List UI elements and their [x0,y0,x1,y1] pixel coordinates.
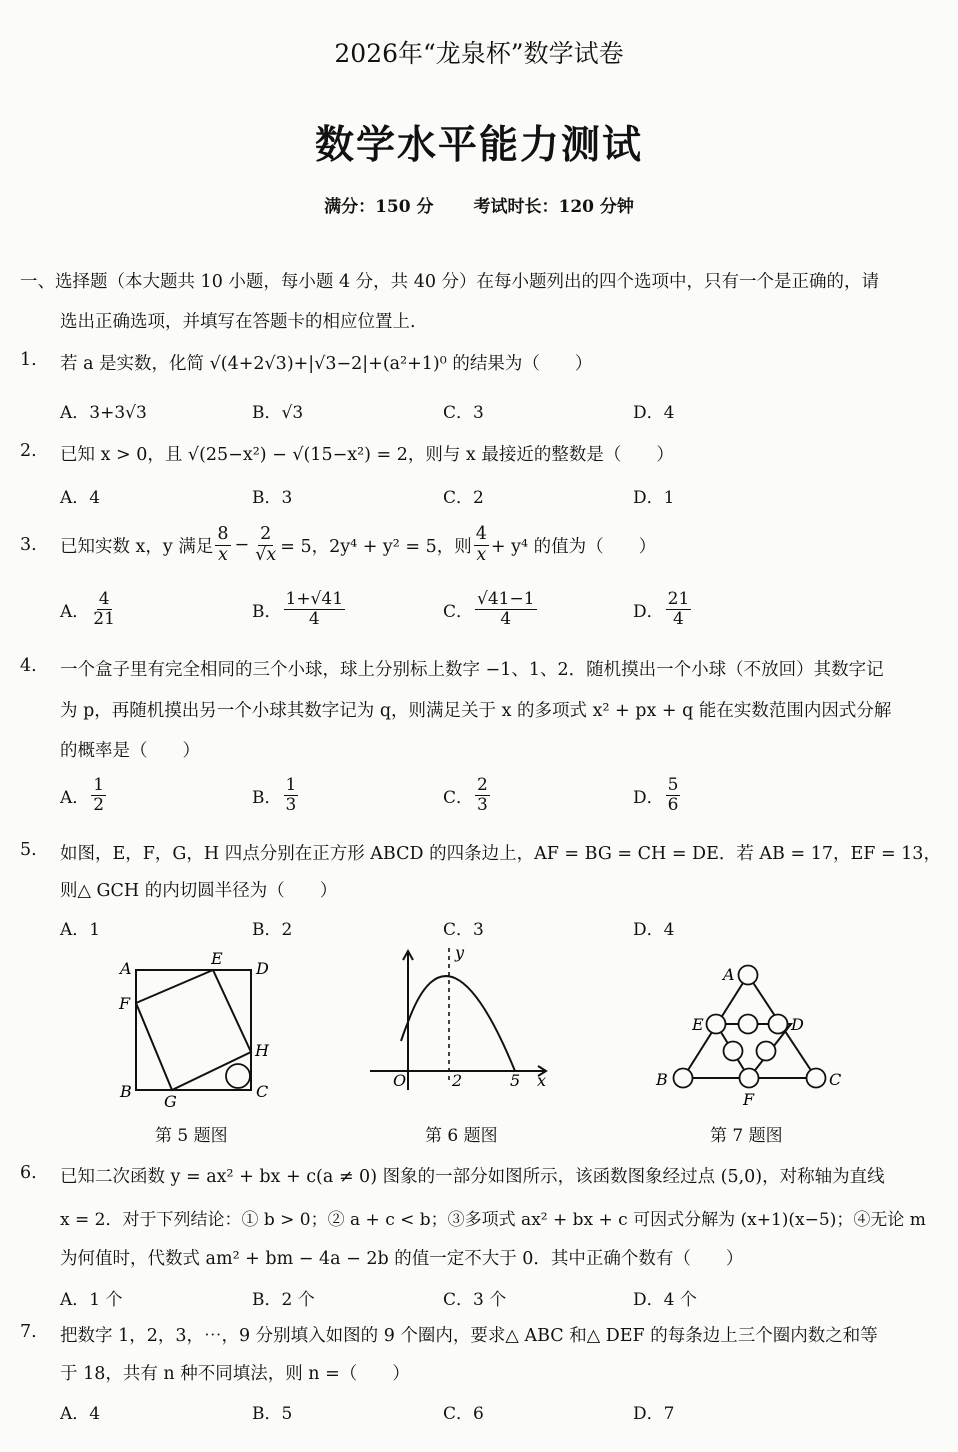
point-label-c: C [829,1070,842,1089]
question-number: 7. [20,1322,37,1342]
fraction-denominator: 21 [93,608,115,629]
origin-label: O [393,1071,407,1090]
tick-label-5: 5 [510,1071,521,1090]
y-axis-label: y [455,943,465,962]
q4-option-d [633,776,682,814]
q6-option-c: C．3 个 [443,1290,507,1310]
q2-option-a: A．4 [60,488,101,508]
point-label-b: B [656,1070,668,1089]
q1-option-a: A．3+3√3 [60,403,147,423]
q6-option-a: A．1 个 [60,1290,123,1310]
circle-ed-mid [739,1015,758,1034]
fraction-denominator: √x [255,544,277,565]
fraction-numerator: 21 [667,589,690,609]
fraction-denominator: 4 [673,608,684,629]
q2-option-d: D．1 [633,488,675,508]
question-7-line2: 于 18，共有 n 种不同填法，则 n =（ ） [60,1364,410,1384]
exam-supertitle: 2026年“龙泉杯”数学试卷 [334,39,624,68]
parabola-curve [408,976,515,1071]
q6-option-d: D．4 个 [633,1290,697,1310]
q7-option-b: B．5 [252,1404,293,1424]
point-label-c: C [256,1082,269,1101]
q4-option-c [443,776,492,814]
exam-duration: 考试时长：120 分钟 [473,197,634,217]
q3-fraction-8-over-x [215,525,230,565]
point-label-d: D [256,959,269,978]
option-label: D． [633,787,664,808]
circle-f [740,1069,759,1088]
question-6-line1: 已知二次函数 y = ax² + bx + c(a ≠ 0) 图象的一部分如图所示，该函数图象经过点 (5,0)，对称轴为直线 [60,1167,885,1187]
figure-6-parabola-graph [355,940,555,1100]
page-title: 数学水平能力测试 [314,122,643,168]
fraction-numerator: 4 [475,524,487,545]
option-label: B． [252,601,282,622]
question-number: 5. [20,840,37,860]
q3-text-b: = 5，2y⁴ + y² = 5，则 [280,536,472,557]
figure-7-triangle-diagram [650,955,850,1115]
q5-option-b: B．2 [252,920,293,940]
q3-option-d [633,590,693,628]
question-number: 2. [20,441,37,461]
q4-option-b [252,776,300,814]
q7-option-a: A．4 [60,1404,101,1424]
parabola-left-tail [401,1022,408,1041]
fraction-denominator: 4 [308,608,320,629]
question-3-text: 已知实数 x，y 满足 $\frac{8}{x}$ − $\frac{2}{√x}$ = 5，2y⁴ + y² = 5，则 $\frac{4}{x}$ + y⁴ 的值为（ ） [60,524,657,565]
circle-d [769,1015,788,1034]
section-heading-line1: 一、选择题（本大题共 10 小题，每小题 4 分，共 40 分）在每小题列出的四个选项中，只有一个是正确的，请 [20,272,880,292]
circle-c [807,1069,826,1088]
option-label: C． [443,601,474,622]
question-5-line1: 如图，E，F，G，H 四点分别在正方形 ABCD 的四条边上，AF = BG = CH = DE．若 AB = 17，EF = 13， [60,844,941,864]
fraction-denominator: 3 [285,794,297,815]
question-5-line2: 则△ GCH 的内切圆半径为（ ） [60,881,338,901]
q4-option-a [60,776,108,814]
q5-option-d: D．4 [633,920,675,940]
fraction-numerator: 2 [477,775,488,795]
question-1-text: 若 a 是实数，化简 √(4+2√3)+|√3−2|+(a²+1)⁰ 的结果为（ ） [60,354,593,374]
q3-fraction-4-over-x [474,525,489,565]
point-label-f: F [119,994,131,1013]
option-label: B． [252,787,282,808]
point-label-h: H [255,1041,269,1060]
full-score: 满分：150 分 [324,197,434,217]
exam-meta [0,192,958,217]
option-label: C． [443,787,474,808]
q2-option-c: C．2 [443,488,484,508]
q3-option-b [252,590,347,628]
q1-option-d: D．4 [633,403,675,423]
fraction-denominator: x [476,544,487,565]
tick-label-2: 2 [452,1071,463,1090]
q7-option-c: C．6 [443,1404,484,1424]
question-7-line1: 把数字 1，2，3，⋯，9 分别填入如图的 9 个圈内，要求△ ABC 和△ DEF 的每条边上三个圈内数之和等 [60,1326,878,1346]
point-label-e: E [211,949,223,968]
point-label-g: G [164,1092,177,1111]
q3-fraction-2-over-sqrt-x [253,525,278,565]
fraction-numerator: 1 [285,775,297,795]
point-label-e: E [692,1015,704,1034]
question-4-line2: 为 p，再随机摸出另一个小球其数字记为 q，则满足关于 x 的多项式 x² + px + q 能在实数范围内因式分解 [60,701,892,721]
fraction-denominator: 3 [477,794,488,815]
q7-option-d: D．7 [633,1404,675,1424]
fraction-numerator: 8 [217,524,229,545]
q1-option-c: C．3 [443,403,484,423]
x-axis-label: x [537,1071,547,1090]
point-label-d: D [791,1015,804,1034]
circle-b [674,1069,693,1088]
q1-option-b: B．√3 [252,403,304,423]
question-4-line3: 的概率是（ ） [60,741,200,761]
section-heading-line2: 选出正确选项，并填写在答题卡的相应位置上. [60,312,416,332]
q3-text-a: 已知实数 x，y 满足 [60,536,214,557]
question-number: 4. [20,656,37,676]
fraction-numerator: 1 [93,775,105,795]
circle-df-mid [757,1042,776,1061]
circle-a [739,966,758,985]
figure-6-caption: 第 6 题图 [425,1126,498,1146]
question-6-line3: 为何值时，代数式 am² + bm − 4a − 2b 的值一定不大于 0．其中正确个数有（ ） [60,1249,744,1269]
fraction-denominator: x [218,544,228,565]
circle-ef-mid [724,1042,743,1061]
fraction-numerator: √41−1 [477,589,535,609]
question-number: 3. [20,535,37,555]
option-label: A． [60,787,90,808]
inner-quadrilateral-efgh [136,970,251,1090]
option-label: A． [60,601,90,622]
square-abcd [136,970,251,1090]
fraction-denominator: 2 [93,794,105,815]
q6-option-b: B．2 个 [252,1290,315,1310]
point-label-f: F [743,1090,755,1109]
q5-option-a: A．1 [60,920,101,940]
fraction-denominator: 4 [500,608,512,629]
question-4-line1: 一个盒子里有完全相同的三个小球，球上分别标上数字 −1、1、2．随机摸出一个小球（不放回）其数字记 [60,660,884,680]
q3-option-c [443,590,539,628]
question-6-line2: x = 2．对于下列结论：① b > 0；② a + c < b；③多项式 ax² + bx + c 可因式分解为 (x+1)(x−5)；④无论 m [60,1210,926,1230]
point-label-a: A [120,959,132,978]
point-label-b: B [120,1082,132,1101]
question-number: 6. [20,1163,37,1183]
q3-text-c: + y⁴ 的值为（ ） [490,536,657,557]
figure-5-caption: 第 5 题图 [155,1126,228,1146]
q3-option-a [60,590,119,628]
figure-7-caption: 第 7 题图 [710,1126,783,1146]
question-2-text: 已知 x > 0，且 √(25−x²) − √(15−x²) = 2，则与 x 最接近的整数是（ ） [60,445,674,465]
fraction-numerator: 1+√41 [285,589,344,609]
incircle-gch [226,1064,250,1088]
fraction-numerator: 5 [667,775,679,795]
q5-option-c: C．3 [443,920,484,940]
fraction-numerator: 4 [98,589,110,609]
fraction-numerator: 2 [260,524,272,545]
circle-e [707,1015,726,1034]
fraction-denominator: 6 [667,794,679,815]
q2-option-b: B．3 [252,488,293,508]
figure-5-square-diagram [110,945,285,1115]
point-label-a: A [723,965,735,984]
question-number: 1. [20,350,37,370]
option-label: D． [633,601,664,622]
